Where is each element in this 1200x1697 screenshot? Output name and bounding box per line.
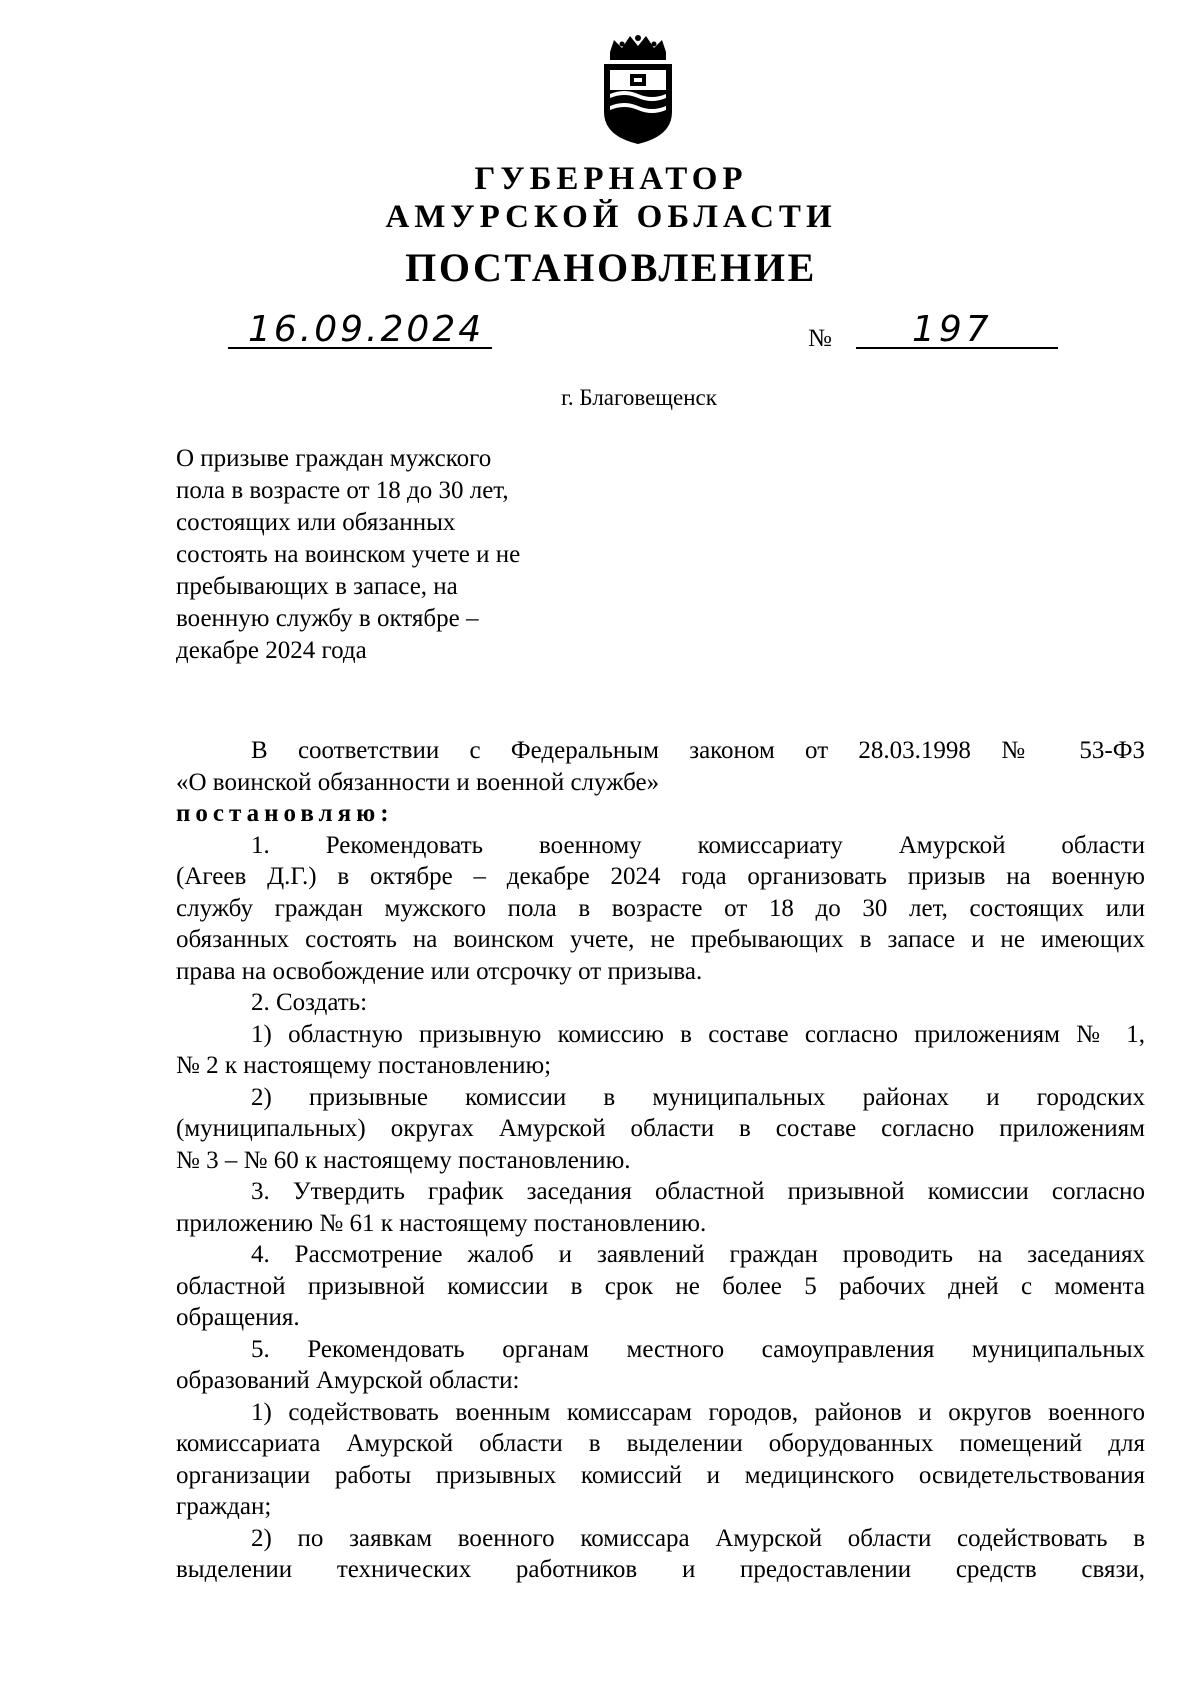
document-body <box>176 735 1145 1586</box>
document-subject <box>176 443 576 667</box>
subject-line: пола в возрасте от 18 до 30 лет, <box>176 477 509 504</box>
paragraph-5-2-line: выделении технических работников и предоставлении средств связи, <box>176 1556 1145 1583</box>
paragraph-1-line: 1. Рекомендовать военному комиссариату Амурской области <box>251 831 1145 859</box>
subject-line: декабре 2024 года <box>176 637 367 664</box>
number-label: № <box>808 325 832 352</box>
paragraph-5-1-line: организации работы призывных комиссий и медицинского освидетельствования <box>176 1461 1145 1489</box>
document-number: 197 <box>912 309 993 350</box>
paragraph-2-2-line: (муниципальных) округах Амурской области в составе согласно приложениям <box>176 1115 1145 1142</box>
subject-line: пребывающих в запасе, на <box>176 573 458 600</box>
preamble-line: В соответствии с Федеральным законом от 28.03.1998 № 53-ФЗ <box>251 737 1145 764</box>
paragraph-3-line: приложению № 61 к настоящему постановлению. <box>176 1209 707 1237</box>
paragraph-2-2-line: № 3 – № 60 к настоящему постановлению. <box>176 1146 631 1174</box>
subject-line: военную службу в октябре – <box>176 605 479 632</box>
paragraph-5-line: 5. Рекомендовать органам местного самоуправления муниципальных <box>251 1335 1145 1363</box>
paragraph-2-1-line: № 2 к настоящему постановлению; <box>176 1052 552 1079</box>
paragraph-1-line: (Агеев Д.Г.) в октябре – декабре 2024 года организовать призыв на военную <box>176 863 1145 890</box>
paragraph-1-line: права на освобождение или отсрочку от призыва. <box>176 957 703 985</box>
paragraph-5-line: образований Амурской области: <box>176 1367 520 1394</box>
city-of-issue: г. Благовещенск <box>561 385 717 410</box>
paragraph-4-line: 4. Рассмотрение жалоб и заявлений граждан проводить на заседаниях <box>251 1241 1145 1268</box>
subject-line: состоять на воинском учете и не <box>176 541 521 568</box>
paragraph-2-1-line: 1) областную призывную комиссию в составе согласно приложениям № 1, <box>251 1020 1145 1048</box>
paragraph-4-line: областной призывной комиссии в срок не более 5 рабочих дней с момента <box>176 1272 1145 1300</box>
paragraph-3-line: 3. Утвердить график заседания областной призывной комиссии согласно <box>251 1178 1145 1205</box>
paragraph-2-2-line: 2) призывные комиссии в муниципальных районах и городских <box>251 1083 1145 1111</box>
issuer-title: ГУБЕРНАТОР <box>474 161 748 197</box>
paragraph-1-line: обязанных состоять на воинском учете, не пребывающих в запасе и не имеющих <box>176 926 1145 953</box>
issuer-region: АМУРСКОЙ ОБЛАСТИ <box>385 199 837 235</box>
decree-word: постановляю: <box>176 800 394 827</box>
subject-line: состоящих или обязанных <box>176 509 456 536</box>
amur-region-coat-of-arms-emblem <box>596 34 680 148</box>
document-date: 16.09.2024 <box>248 309 485 350</box>
paragraph-5-1-line: комиссариата Амурской области в выделении оборудованных помещений для <box>176 1430 1145 1457</box>
paragraph-5-1-line: 1) содействовать военным комиссарам городов, районов и округов военного <box>251 1398 1145 1426</box>
subject-line: О призыве граждан мужского <box>176 445 492 472</box>
paragraph-5-2-line: 2) по заявкам военного комиссара Амурской области содействовать в <box>251 1524 1145 1552</box>
document-type-title: ПОСТАНОВЛЕНИЕ <box>405 245 817 290</box>
paragraph-4-line: обращения. <box>176 1304 300 1331</box>
preamble-line: «О воинской обязанности и военной службе» <box>176 768 660 796</box>
paragraph-2-line: 2. Создать: <box>251 989 368 1016</box>
paragraph-1-line: службу граждан мужского пола в возрасте от 18 до 30 лет, состоящих или <box>176 894 1145 922</box>
paragraph-5-1-line: граждан; <box>176 1493 272 1520</box>
